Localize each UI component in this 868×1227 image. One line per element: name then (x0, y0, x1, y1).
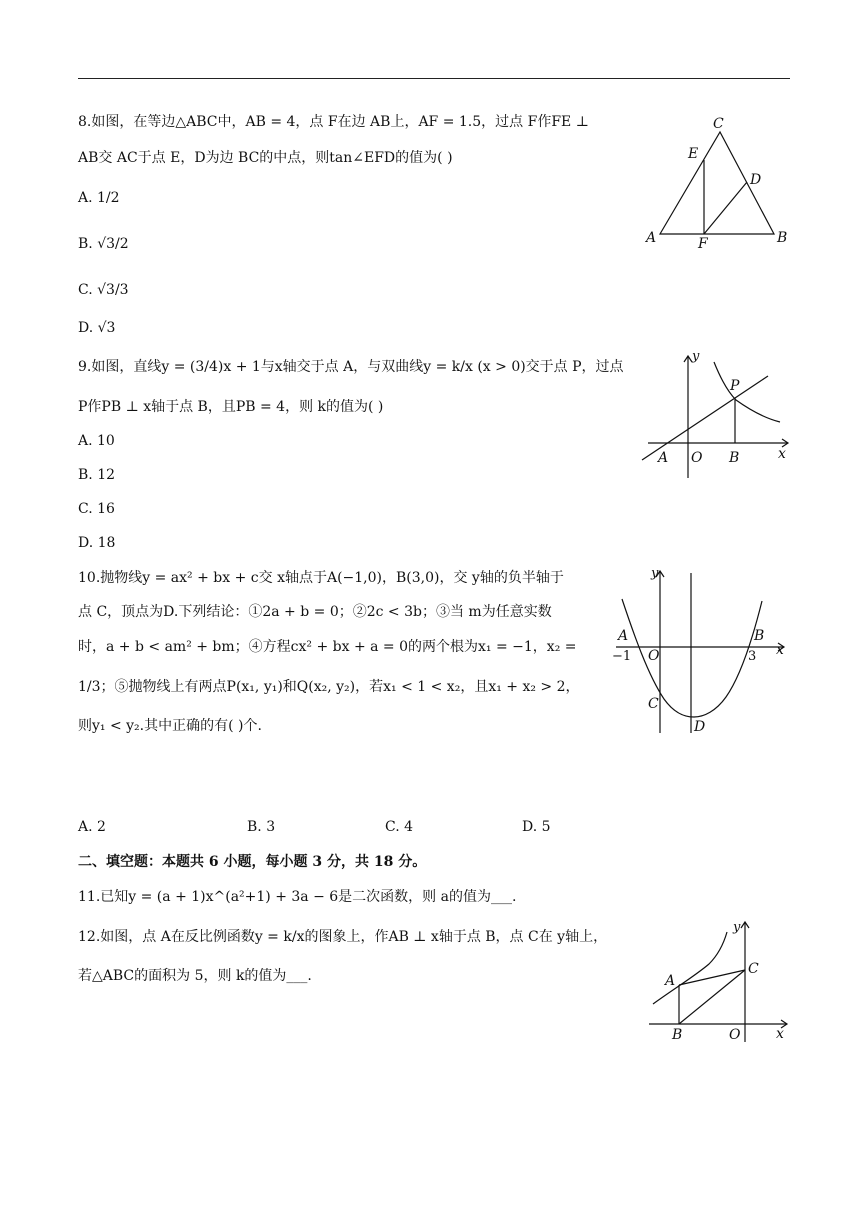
q9-line-hyperbola-figure (638, 350, 798, 480)
section-two-heading: 二、填空题：本题共 6 小题，每小题 3 分，共 18 分。 (78, 854, 427, 870)
q8-option-a[interactable]: A. 1/2 (78, 190, 120, 206)
hyperbola-curve (714, 362, 780, 422)
label-p: P (730, 378, 740, 394)
q8-option-b[interactable]: B. √3/2 (78, 236, 129, 252)
label-a: A (646, 230, 657, 246)
label-y: y (651, 566, 659, 581)
label-minus-one: −1 (612, 649, 632, 664)
segment-fd (704, 182, 747, 234)
q9-option-d[interactable]: D. 18 (78, 535, 116, 551)
label-x: x (776, 642, 784, 658)
label-b: B (777, 230, 788, 246)
q8-triangle-figure (640, 110, 800, 250)
label-a: A (665, 973, 676, 989)
q8-option-c[interactable]: C. √3/3 (78, 282, 129, 298)
label-a: A (618, 628, 629, 644)
q8-stem-line-1: 8.如图，在等边△ABC中，AB = 4，点 F在边 AB上，AF = 1.5，过点 F作FE ⊥ (78, 114, 589, 130)
q8-option-d[interactable]: D. √3 (78, 320, 116, 336)
q9-option-c[interactable]: C. 16 (78, 501, 115, 517)
q10-option-c[interactable]: C. 4 (385, 819, 414, 835)
q8-stem-line-2: AB交 AC于点 E，D为边 BC的中点，则tan∠EFD的值为( ) (78, 150, 453, 166)
label-x: x (778, 446, 786, 462)
q12-stem-line-2: 若△ABC的面积为 5，则 k的值为___. (78, 968, 312, 984)
q10-stem-line-2: 点 C，顶点为D.下列结论：①2a + b = 0；②2c < 3b；③当 m为任意实数 (78, 604, 552, 620)
q9-option-a[interactable]: A. 10 (78, 433, 115, 449)
q11-stem-line-1: 11.已知y = (a + 1)x^(a²+1) + 3a − 6是二次函数，则 a的值为___. (78, 889, 517, 905)
q9-stem-line-1: 9.如图，直线y = (3/4)x + 1与x轴交于点 A，与双曲线y = k/x (x > 0)交于点 P，过点 (78, 359, 624, 375)
line-ap (642, 376, 768, 460)
q12-inverse-function-figure (645, 918, 795, 1046)
q10-stem-line-1: 10.抛物线y = ax² + bx + c交 x轴点于A(−1,0)，B(3,0)，交 y轴的负半轴于 (78, 570, 564, 586)
label-d: D (694, 719, 706, 735)
q10-stem-line-5: 则y₁ < y₂.其中正确的有( )个. (78, 718, 262, 734)
q9-stem-line-2: P作PB ⊥ x轴于点 B，且PB = 4，则 k的值为( ) (78, 399, 384, 415)
q10-option-a[interactable]: A. 2 (78, 819, 106, 835)
label-d: D (750, 172, 762, 188)
q12-stem-line-1: 12.如图，点 A在反比例函数y = k/x的图象上，作AB ⊥ x轴于点 B，点 C在 y轴上， (78, 929, 608, 945)
q10-stem-line-3: 时，a + b < am² + bm；④方程cx² + bx + a = 0的两个根为x₁ = −1，x₂ = (78, 639, 577, 655)
label-y: y (692, 350, 700, 364)
label-f: F (698, 236, 708, 250)
q10-stem-line-4: 1/3；⑤抛物线上有两点P(x₁, y₁)和Q(x₂, y₂)，若x₁ < 1 < x₂，且x₁ + x₂ > 2， (78, 679, 580, 695)
label-e: E (688, 146, 699, 162)
label-c: C (713, 116, 724, 132)
q10-option-b[interactable]: B. 3 (247, 819, 276, 835)
label-three: 3 (748, 649, 757, 664)
label-a: A (658, 450, 669, 466)
header-rule (78, 78, 790, 79)
label-b: B (672, 1027, 683, 1043)
parabola-curve (622, 599, 765, 717)
label-c: C (748, 961, 759, 977)
label-b: B (729, 450, 740, 466)
label-c: C (648, 696, 659, 712)
label-y: y (733, 920, 741, 935)
q10-option-d[interactable]: D. 5 (522, 819, 551, 835)
label-o: O (729, 1027, 741, 1043)
label-o: O (648, 648, 660, 664)
label-b: B (754, 628, 765, 644)
label-o: O (691, 450, 703, 466)
q9-option-b[interactable]: B. 12 (78, 467, 116, 483)
q10-parabola-figure (608, 565, 793, 737)
label-x: x (776, 1026, 784, 1042)
